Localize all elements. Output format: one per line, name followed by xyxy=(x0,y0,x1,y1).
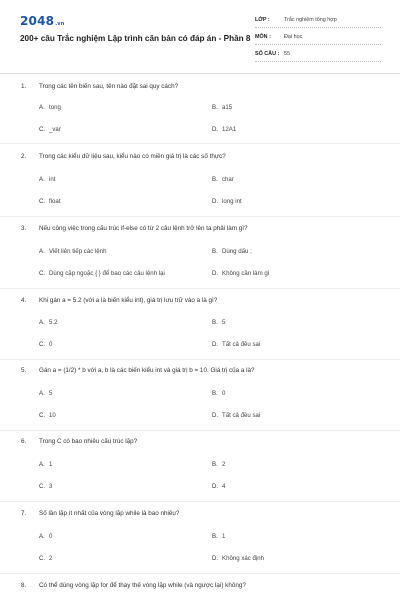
option-a[interactable] xyxy=(39,461,52,468)
meta-row-subject xyxy=(255,31,381,45)
question-divider xyxy=(0,430,400,431)
option-letter: A. xyxy=(39,533,45,540)
option-letter: B. xyxy=(212,390,218,397)
question-prompt: Gán a = (1/2) * b với a, b là các biến kiểu int và giá trị b = 10. Giá trị của a là? xyxy=(39,367,255,374)
option-c[interactable] xyxy=(39,341,52,348)
option-text: 3 xyxy=(49,483,53,490)
question-divider xyxy=(0,359,400,360)
option-b[interactable] xyxy=(212,248,252,255)
meta-panel xyxy=(255,14,381,65)
option-text: 4 xyxy=(222,483,226,490)
meta-row-class xyxy=(255,14,381,28)
option-d[interactable] xyxy=(212,198,242,205)
option-text: _var xyxy=(49,126,61,133)
option-text: Viết liên tiếp các lệnh xyxy=(49,248,107,255)
question-number: 8. xyxy=(21,582,27,589)
option-c[interactable] xyxy=(39,483,52,490)
option-text: Dùng dấu ; xyxy=(222,248,252,255)
question-text xyxy=(21,153,391,160)
question-text xyxy=(21,438,391,445)
option-letter: D. xyxy=(212,198,219,205)
option-letter: A. xyxy=(39,248,45,255)
option-letter: D. xyxy=(212,270,219,277)
option-a[interactable] xyxy=(39,390,52,397)
option-text: 5 xyxy=(49,390,53,397)
question-divider xyxy=(0,573,400,574)
question-number: 3. xyxy=(21,225,27,232)
option-text: float xyxy=(49,198,61,205)
option-letter: C. xyxy=(39,412,46,419)
option-text: Tất cả đều sai xyxy=(222,412,261,419)
question-text xyxy=(21,582,391,589)
question-text xyxy=(21,367,391,374)
option-text: char xyxy=(222,176,234,183)
option-a[interactable] xyxy=(39,248,106,255)
option-letter: D. xyxy=(212,126,219,133)
option-text: long int xyxy=(222,198,242,205)
option-letter: B. xyxy=(212,104,218,111)
meta-key: LỚP : xyxy=(255,17,270,23)
question-divider xyxy=(0,501,400,502)
option-letter: C. xyxy=(39,126,46,133)
meta-value: Đại học xyxy=(284,34,303,40)
option-b[interactable] xyxy=(212,104,232,111)
option-d[interactable] xyxy=(212,341,260,348)
option-text: 0 xyxy=(49,533,53,540)
option-letter: B. xyxy=(212,533,218,540)
meta-value: 55 xyxy=(284,51,290,57)
question-prompt: Trong các tên biến sau, tên nào đặt sai quy cách? xyxy=(39,83,179,90)
question-divider xyxy=(0,288,400,289)
question-text xyxy=(21,83,391,90)
option-d[interactable] xyxy=(212,126,236,133)
question-prompt: Có thể dùng vòng lặp for để thay thế vòng lặp while (và ngược lại) không? xyxy=(39,582,246,589)
option-text: 0 xyxy=(49,341,53,348)
option-text: 2 xyxy=(49,555,53,562)
option-letter: A. xyxy=(39,319,45,326)
option-text: Dùng cặp ngoặc { } để bao các câu lệnh lại xyxy=(49,270,165,277)
option-letter: B. xyxy=(212,461,218,468)
option-c[interactable] xyxy=(39,412,56,419)
document-title: 200+ câu Trắc nghiệm Lập trình căn bản có đáp án - Phần 8 xyxy=(20,34,251,43)
question-divider xyxy=(0,143,400,144)
option-letter: B. xyxy=(212,176,218,183)
question-text xyxy=(21,225,391,232)
question-number: 2. xyxy=(21,153,27,160)
option-c[interactable] xyxy=(39,126,61,133)
site-logo[interactable] xyxy=(20,14,65,28)
option-letter: A. xyxy=(39,176,45,183)
meta-key: MÔN : xyxy=(255,34,271,40)
option-d[interactable] xyxy=(212,270,269,277)
meta-value: Trắc nghiệm tổng hợp xyxy=(284,17,337,23)
option-a[interactable] xyxy=(39,176,55,183)
option-text: Tất cả đều sai xyxy=(222,341,261,348)
question-number: 4. xyxy=(21,297,27,304)
option-c[interactable] xyxy=(39,198,61,205)
option-text: 10 xyxy=(49,412,56,419)
option-letter: C. xyxy=(39,270,46,277)
question-text xyxy=(21,510,391,517)
option-text: Không xác định xyxy=(222,555,265,562)
question-number: 1. xyxy=(21,83,27,90)
option-text: 0 xyxy=(222,390,226,397)
question-prompt: Trong các kiểu dữ liệu sau, kiểu nào có miền giá trị là các số thực? xyxy=(39,153,226,160)
option-letter: C. xyxy=(39,555,46,562)
option-letter: B. xyxy=(212,319,218,326)
option-b[interactable] xyxy=(212,390,225,397)
option-c[interactable] xyxy=(39,555,52,562)
option-text: a15 xyxy=(222,104,233,111)
question-prompt: Trong C có bao nhiêu cấu trúc lặp? xyxy=(39,438,138,445)
document-header xyxy=(0,0,400,76)
option-letter: C. xyxy=(39,483,46,490)
meta-row-count xyxy=(255,48,381,62)
option-letter: D. xyxy=(212,483,219,490)
option-text: 2 xyxy=(222,461,226,468)
option-b[interactable] xyxy=(212,461,225,468)
option-letter: A. xyxy=(39,461,45,468)
option-letter: B. xyxy=(212,248,218,255)
option-letter: A. xyxy=(39,104,45,111)
question-number: 5. xyxy=(21,367,27,374)
question-divider xyxy=(0,216,400,217)
option-d[interactable] xyxy=(212,555,264,562)
option-text: Không cần làm gì xyxy=(222,270,270,277)
option-text: 5 xyxy=(222,319,226,326)
question-prompt: Nếu công việc trong cấu trúc if-else có từ 2 câu lệnh trở lên ta phải làm gì? xyxy=(39,225,248,232)
option-letter: A. xyxy=(39,390,45,397)
logo-suffix: .vn xyxy=(55,21,65,27)
header-divider xyxy=(0,73,400,74)
question-text xyxy=(21,297,391,304)
option-text: 1 xyxy=(222,533,226,540)
option-letter: C. xyxy=(39,198,46,205)
meta-key: SỐ CÂU : xyxy=(255,51,280,57)
option-letter: C. xyxy=(39,341,46,348)
option-d[interactable] xyxy=(212,483,225,490)
question-number: 6. xyxy=(21,438,27,445)
option-text: 1 xyxy=(49,461,53,468)
option-c[interactable] xyxy=(39,270,165,277)
question-prompt: Khi gán a = 5.2 (với a là biến kiểu int), giá trị lưu trữ vào a là gì? xyxy=(39,297,218,304)
logo-main: 2048 xyxy=(20,14,55,28)
option-a[interactable] xyxy=(39,319,57,326)
option-text: int xyxy=(49,176,56,183)
option-a[interactable] xyxy=(39,533,52,540)
option-b[interactable] xyxy=(212,176,234,183)
option-text: tong xyxy=(49,104,61,111)
option-d[interactable] xyxy=(212,412,260,419)
option-letter: D. xyxy=(212,412,219,419)
option-b[interactable] xyxy=(212,533,225,540)
option-b[interactable] xyxy=(212,319,225,326)
option-a[interactable] xyxy=(39,104,61,111)
option-text: 5.2 xyxy=(49,319,58,326)
question-number: 7. xyxy=(21,510,27,517)
question-prompt: Số lần lặp ít nhất của vòng lặp while là bao nhiêu? xyxy=(39,510,180,517)
option-letter: D. xyxy=(212,555,219,562)
option-text: 12A1 xyxy=(222,126,237,133)
option-letter: D. xyxy=(212,341,219,348)
